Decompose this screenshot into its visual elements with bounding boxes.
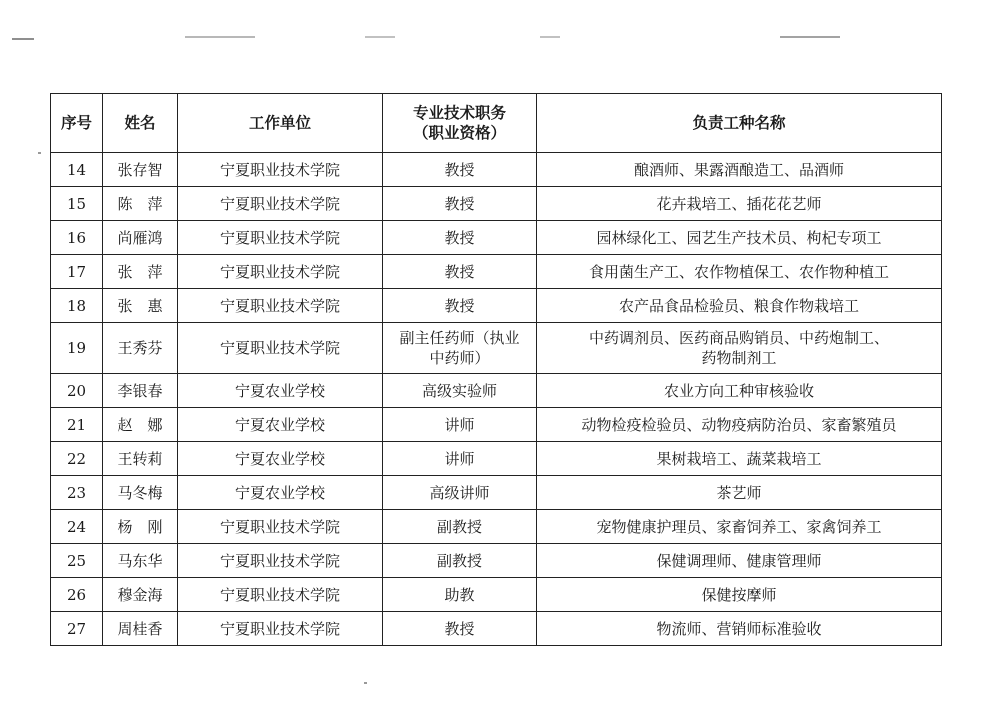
cell-name: 周桂香 bbox=[103, 612, 178, 646]
cell-title: 教授 bbox=[383, 612, 537, 646]
cell-work: 花卉栽培工、插花花艺师 bbox=[537, 187, 942, 221]
cell-work-line1: 中药调剂员、医药商品购销员、中药炮制工、 bbox=[588, 329, 889, 347]
cell-name: 穆金海 bbox=[103, 578, 178, 612]
cell-name: 马东华 bbox=[103, 544, 178, 578]
cell-unit: 宁夏职业技术学院 bbox=[178, 578, 383, 612]
table-row bbox=[51, 544, 942, 578]
table-row bbox=[51, 289, 942, 323]
table-row bbox=[51, 255, 942, 289]
scan-speck bbox=[364, 682, 367, 684]
cell-unit: 宁夏农业学校 bbox=[178, 374, 383, 408]
table-row bbox=[51, 578, 942, 612]
header-title-line1: 专业技术职务 bbox=[412, 104, 506, 122]
cell-unit: 宁夏职业技术学院 bbox=[178, 221, 383, 255]
cell-name: 陈 萍 bbox=[103, 187, 178, 221]
header-unit: 工作单位 bbox=[178, 94, 383, 153]
table-row bbox=[51, 476, 942, 510]
table-row bbox=[51, 323, 942, 374]
cell-work: 农业方向工种审核验收 bbox=[537, 374, 942, 408]
cell-unit: 宁夏职业技术学院 bbox=[178, 612, 383, 646]
header-name: 姓名 bbox=[103, 94, 178, 153]
cell-work: 园林绿化工、园艺生产技术员、枸杞专项工 bbox=[537, 221, 942, 255]
cell-work: 酿酒师、果露酒酿造工、品酒师 bbox=[537, 153, 942, 187]
cell-unit: 宁夏农业学校 bbox=[178, 408, 383, 442]
cell-title: 教授 bbox=[383, 153, 537, 187]
cell-seq: 17 bbox=[51, 255, 103, 289]
cell-title: 教授 bbox=[383, 221, 537, 255]
cell-work: 保健按摩师 bbox=[537, 578, 942, 612]
cell-name: 尚雁鸿 bbox=[103, 221, 178, 255]
cell-work: 果树栽培工、蔬菜栽培工 bbox=[537, 442, 942, 476]
cell-title: 教授 bbox=[383, 255, 537, 289]
scan-artifact bbox=[540, 36, 560, 38]
cell-title-line2: 中药师） bbox=[429, 349, 490, 367]
cell-unit: 宁夏职业技术学院 bbox=[178, 323, 383, 374]
cell-title: 教授 bbox=[383, 289, 537, 323]
cell-name: 张 惠 bbox=[103, 289, 178, 323]
cell-work: 保健调理师、健康管理师 bbox=[537, 544, 942, 578]
table-row bbox=[51, 221, 942, 255]
cell-name: 王秀芬 bbox=[103, 323, 178, 374]
cell-unit: 宁夏职业技术学院 bbox=[178, 510, 383, 544]
cell-unit: 宁夏职业技术学院 bbox=[178, 153, 383, 187]
cell-work: 茶艺师 bbox=[537, 476, 942, 510]
cell-seq: 15 bbox=[51, 187, 103, 221]
table-row bbox=[51, 510, 942, 544]
cell-title: 副教授 bbox=[383, 510, 537, 544]
table-row bbox=[51, 442, 942, 476]
cell-title: 讲师 bbox=[383, 408, 537, 442]
cell-seq: 16 bbox=[51, 221, 103, 255]
header-seq: 序号 bbox=[51, 94, 103, 153]
cell-work: 宠物健康护理员、家畜饲养工、家禽饲养工 bbox=[537, 510, 942, 544]
cell-unit: 宁夏职业技术学院 bbox=[178, 187, 383, 221]
cell-unit: 宁夏职业技术学院 bbox=[178, 544, 383, 578]
cell-unit: 宁夏农业学校 bbox=[178, 442, 383, 476]
cell-seq: 14 bbox=[51, 153, 103, 187]
scan-artifact bbox=[12, 38, 34, 40]
cell-seq: 27 bbox=[51, 612, 103, 646]
cell-seq: 19 bbox=[51, 323, 103, 374]
cell-work: 物流师、营销师标准验收 bbox=[537, 612, 942, 646]
cell-name: 王转莉 bbox=[103, 442, 178, 476]
cell-name: 张存智 bbox=[103, 153, 178, 187]
table-row bbox=[51, 612, 942, 646]
cell-seq: 18 bbox=[51, 289, 103, 323]
cell-title: 讲师 bbox=[383, 442, 537, 476]
cell-name: 杨 刚 bbox=[103, 510, 178, 544]
header-title bbox=[383, 94, 537, 153]
cell-title bbox=[383, 323, 537, 374]
cell-seq: 22 bbox=[51, 442, 103, 476]
cell-seq: 20 bbox=[51, 374, 103, 408]
cell-title-line1: 副主任药师（执业 bbox=[399, 329, 520, 347]
scan-artifact bbox=[185, 36, 255, 38]
scan-speck bbox=[38, 152, 41, 154]
scan-artifact bbox=[365, 36, 395, 38]
cell-name: 张 萍 bbox=[103, 255, 178, 289]
table-row bbox=[51, 187, 942, 221]
expert-roster-table bbox=[50, 93, 942, 646]
cell-title: 高级讲师 bbox=[383, 476, 537, 510]
cell-title: 教授 bbox=[383, 187, 537, 221]
cell-title: 助教 bbox=[383, 578, 537, 612]
cell-title: 副教授 bbox=[383, 544, 537, 578]
cell-title: 高级实验师 bbox=[383, 374, 537, 408]
table-row bbox=[51, 408, 942, 442]
cell-seq: 24 bbox=[51, 510, 103, 544]
cell-name: 赵 娜 bbox=[103, 408, 178, 442]
table-header-row bbox=[51, 94, 942, 153]
cell-unit: 宁夏职业技术学院 bbox=[178, 255, 383, 289]
cell-work: 食用菌生产工、农作物植保工、农作物种植工 bbox=[537, 255, 942, 289]
header-title-line2: （职业资格） bbox=[412, 124, 506, 142]
cell-unit: 宁夏职业技术学院 bbox=[178, 289, 383, 323]
cell-seq: 21 bbox=[51, 408, 103, 442]
cell-name: 马冬梅 bbox=[103, 476, 178, 510]
cell-seq: 26 bbox=[51, 578, 103, 612]
cell-seq: 25 bbox=[51, 544, 103, 578]
cell-seq: 23 bbox=[51, 476, 103, 510]
table-row bbox=[51, 374, 942, 408]
scan-artifact bbox=[780, 36, 840, 38]
cell-unit: 宁夏农业学校 bbox=[178, 476, 383, 510]
cell-work: 动物检疫检验员、动物疫病防治员、家畜繁殖员 bbox=[537, 408, 942, 442]
cell-name: 李银春 bbox=[103, 374, 178, 408]
cell-work-line2: 药物制剂工 bbox=[701, 349, 777, 367]
table-row bbox=[51, 153, 942, 187]
header-work: 负责工种名称 bbox=[537, 94, 942, 153]
cell-work: 农产品食品检验员、粮食作物栽培工 bbox=[537, 289, 942, 323]
cell-work bbox=[537, 323, 942, 374]
